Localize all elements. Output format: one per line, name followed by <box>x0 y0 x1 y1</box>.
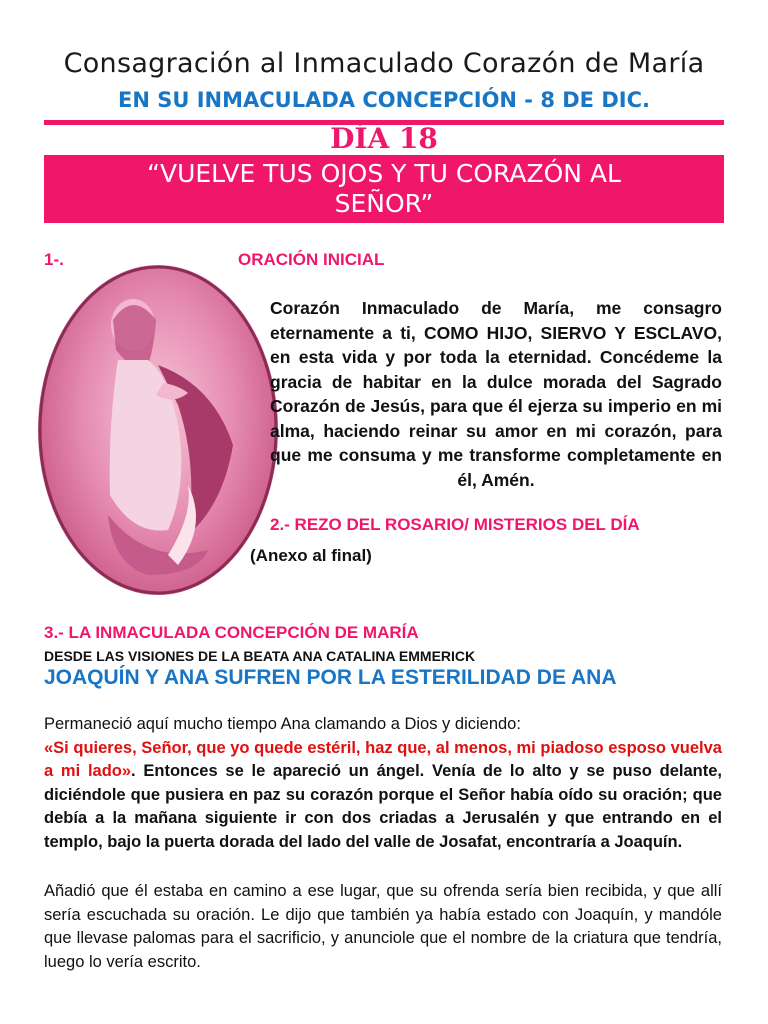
section1-number: 1-. <box>44 250 64 269</box>
section1-title: ORACIÓN INICIAL <box>238 250 385 269</box>
paragraph-1-rest: . Entonces se le apareció un ángel. Venía de lo alto y se puso delante, diciéndole que pusiera en paz su corazón porque el Señor había oído su oración; que debía a la mañana siguiente ir con dos criadas a Jerusalén y que entrando en el templo, bajo la puerta dorada del lado del valle de Josafat, encontraría a Joaquín. <box>44 762 722 851</box>
section2-title: 2.- REZO DEL ROSARIO/ MISTERIOS DEL DÍA <box>270 515 640 534</box>
virgin-mary-image <box>38 265 278 595</box>
banner-line-2: SEÑOR” <box>334 189 434 218</box>
document-subtitle: EN SU INMACULADA CONCEPCIÓN - 8 DE DIC. <box>118 88 650 112</box>
document-title: Consagración al Inmaculado Corazón de María <box>63 48 705 79</box>
paragraph-2: Añadió que él estaba en camino a ese lugar, que su ofrenda sería bien recibida, y que allí sería escuchada su oración. Le dijo que también ya había estado con Joaquín, y mandóle que llevase palomas para el sacrificio, y anunciole que el nombre de la criatura que tendría, luego lo vería escrito. <box>44 882 722 971</box>
annex-note: (Anexo al final) <box>250 546 372 565</box>
paragraph-1 <box>44 713 722 854</box>
source-line: DESDE LAS VISIONES DE LA BEATA ANA CATALINA EMMERICK <box>44 648 476 664</box>
banner-line-1: “VUELVE TUS OJOS Y TU CORAZÓN AL <box>147 159 621 188</box>
theme-banner <box>44 155 724 223</box>
section3-subtitle: JOAQUÍN Y ANA SUFREN POR LA ESTERILIDAD DE ANA <box>44 666 617 689</box>
paragraph-1-intro: Permaneció aquí mucho tiempo Ana clamando a Dios y diciendo: <box>44 715 521 733</box>
day-heading: DÍA 18 <box>330 122 438 155</box>
section3-title: 3.- LA INMACULADA CONCEPCIÓN DE MARÍA <box>44 623 419 642</box>
virgin-mary-illustration <box>38 265 278 595</box>
initial-prayer: Corazón Inmaculado de María, me consagro eternamente a ti, COMO HIJO, SIERVO Y ESCLAVO, en esta vida y por toda la eternidad. Concédeme la gracia de habitar en la dulce morada del Sagrado Corazón de Jesús, para que él ejerza su imperio en mi alma, haciendo reinar su amor en mi corazón, para que me consuma y me transforme completamente en él, Amén. <box>270 298 722 490</box>
anna-quote: «Si quieres, Señor, que yo quede estéril, haz que, al menos, mi piadoso esposo vuelva a mi lado» <box>44 738 722 780</box>
